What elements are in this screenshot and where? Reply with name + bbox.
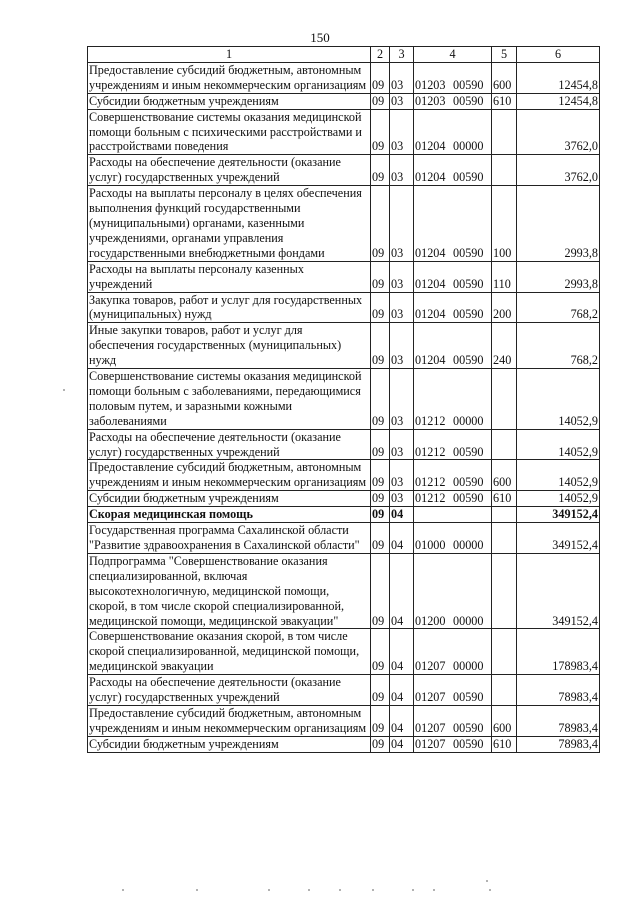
target-article-program-code: 01204: [415, 170, 446, 185]
row-amount-cell: 349152,4: [517, 553, 600, 629]
target-article-direction-code: 00590: [453, 170, 484, 185]
header-cell-name: 1: [88, 47, 371, 63]
scan-speck: [489, 889, 491, 891]
row-subsection-cell: 04: [390, 675, 414, 706]
target-article-program-code: 01212: [415, 491, 446, 506]
table-row: [88, 93, 600, 109]
target-article-program-code: 01204: [415, 353, 446, 368]
row-section-cell: 09: [371, 523, 390, 554]
row-name-cell: Расходы на обеспечение деятельности (оказание услуг) государственных учреждений: [88, 155, 371, 186]
table-row: [88, 323, 600, 369]
row-section-cell: 09: [371, 369, 390, 430]
row-expense-type-cell: 610: [492, 491, 517, 507]
row-target-article-cell: [414, 553, 492, 629]
row-section-cell: 09: [371, 186, 390, 262]
row-target-article-cell: [414, 705, 492, 736]
scan-speck: [308, 889, 310, 891]
row-section-cell: 09: [371, 155, 390, 186]
row-amount-cell: 2993,8: [517, 261, 600, 292]
row-section-cell: 09: [371, 491, 390, 507]
target-article-program-code: 01000: [415, 538, 446, 552]
row-section-cell: 09: [371, 675, 390, 706]
row-amount-cell: 14052,9: [517, 491, 600, 507]
row-name-cell: Расходы на обеспечение деятельности (оказание услуг) государственных учреждений: [88, 675, 371, 706]
row-expense-type-cell: 240: [492, 323, 517, 369]
target-article-program-code: 01204: [415, 245, 446, 260]
table-row: [88, 523, 600, 554]
row-subsection-cell: 04: [390, 629, 414, 675]
target-article-direction-code: 00590: [453, 444, 484, 459]
row-section-cell: 09: [371, 507, 390, 523]
row-subsection-cell: 03: [390, 429, 414, 460]
target-article-program-code: 01212: [415, 444, 446, 459]
target-article-program-code: 01204: [415, 276, 446, 291]
row-subsection-cell: 04: [390, 553, 414, 629]
row-subsection-cell: 03: [390, 186, 414, 262]
target-article-program-code: 01204: [415, 139, 446, 154]
row-target-article-cell: [414, 62, 492, 93]
row-target-article-cell: [414, 93, 492, 109]
row-section-cell: 09: [371, 93, 390, 109]
target-article-direction-code: 00590: [453, 491, 484, 506]
row-expense-type-cell: 600: [492, 62, 517, 93]
target-article-program-code: 01207: [415, 720, 446, 735]
row-target-article-cell: [414, 460, 492, 491]
row-subsection-cell: 04: [390, 705, 414, 736]
row-target-article-cell: [414, 736, 492, 752]
row-expense-type-cell: 610: [492, 93, 517, 109]
target-article-direction-code: 00000: [453, 659, 484, 674]
target-article-program-code: 01203: [415, 77, 446, 92]
row-amount-cell: 12454,8: [517, 93, 600, 109]
table-row: [88, 261, 600, 292]
scan-speck: [196, 889, 198, 891]
row-expense-type-cell: 600: [492, 460, 517, 491]
table-row: [88, 186, 600, 262]
row-amount-cell: 768,2: [517, 292, 600, 323]
row-subsection-cell: 03: [390, 292, 414, 323]
table-header: [88, 47, 600, 63]
scan-speck: [486, 880, 488, 882]
target-article-program-code: 01203: [415, 93, 446, 108]
row-target-article-cell: [414, 155, 492, 186]
row-name-cell: Скорая медицинская помощь: [88, 507, 371, 523]
row-name-cell: Предоставление субсидий бюджетным, автономным учреждениям и иным некоммерческим организациям: [88, 460, 371, 491]
header-row: [88, 47, 600, 63]
scan-speck: [63, 389, 65, 391]
row-expense-type-cell: [492, 553, 517, 629]
row-subsection-cell: 03: [390, 261, 414, 292]
target-article-direction-code: 00000: [453, 139, 484, 154]
row-subsection-cell: 03: [390, 323, 414, 369]
target-article-direction-code: 00590: [453, 245, 484, 260]
target-article-direction-code: 00590: [453, 720, 484, 735]
row-target-article-cell: [414, 323, 492, 369]
row-subsection-cell: 03: [390, 62, 414, 93]
row-section-cell: 09: [371, 736, 390, 752]
row-expense-type-cell: 600: [492, 705, 517, 736]
target-article-program-code: 01200: [415, 613, 446, 628]
header-cell-amount: 6: [517, 47, 600, 63]
row-expense-type-cell: 200: [492, 292, 517, 323]
row-amount-cell: 12454,8: [517, 62, 600, 93]
row-target-article-cell: [414, 491, 492, 507]
scan-speck: [339, 889, 341, 891]
row-amount-cell: 3762,0: [517, 109, 600, 155]
row-target-article-cell: [414, 629, 492, 675]
table-row: [88, 629, 600, 675]
row-name-cell: Предоставление субсидий бюджетным, автономным учреждениям и иным некоммерческим организациям: [88, 62, 371, 93]
header-cell-section: 2: [371, 47, 390, 63]
target-article-program-code: 01204: [415, 307, 446, 322]
target-article-program-code: 01212: [415, 413, 446, 428]
header-cell-expense-type: 5: [492, 47, 517, 63]
target-article-direction-code: 00590: [453, 736, 484, 751]
row-name-cell: Субсидии бюджетным учреждениям: [88, 736, 371, 752]
table-row: [88, 675, 600, 706]
table-row: [88, 736, 600, 752]
row-target-article-cell: [414, 109, 492, 155]
target-article-program-code: 01212: [415, 475, 446, 490]
target-article-program-code: 01207: [415, 659, 446, 674]
table-row: [88, 292, 600, 323]
row-name-cell: Расходы на выплаты персоналу казенных учреждений: [88, 261, 371, 292]
row-expense-type-cell: [492, 109, 517, 155]
row-name-cell: Совершенствование оказания скорой, в том числе скорой специализированной, медицинской помощи, медицинской эвакуации: [88, 629, 371, 675]
row-section-cell: 09: [371, 323, 390, 369]
row-section-cell: 09: [371, 429, 390, 460]
row-expense-type-cell: [492, 675, 517, 706]
target-article-direction-code: 00590: [453, 353, 484, 368]
scan-speck: [268, 889, 270, 891]
row-expense-type-cell: [492, 155, 517, 186]
row-amount-cell: 349152,4: [517, 523, 600, 554]
row-name-cell: Государственная программа Сахалинской области "Развитие здравоохранения в Сахалинской области": [88, 523, 371, 554]
row-subsection-cell: 04: [390, 736, 414, 752]
row-amount-cell: 14052,9: [517, 369, 600, 430]
row-target-article-cell: [414, 292, 492, 323]
row-expense-type-cell: [492, 629, 517, 675]
table-row: [88, 429, 600, 460]
table-row: [88, 705, 600, 736]
table-row: [88, 460, 600, 491]
row-section-cell: 09: [371, 62, 390, 93]
table-row: [88, 155, 600, 186]
row-name-cell: Субсидии бюджетным учреждениям: [88, 491, 371, 507]
row-name-cell: Расходы на выплаты персоналу в целях обеспечения выполнения функций государственными (муниципальными) органами, казенными учреждениями, органами управления государственными внебюджетными фондами: [88, 186, 371, 262]
row-expense-type-cell: [492, 429, 517, 460]
target-article-direction-code: 00000: [453, 538, 484, 552]
row-section-cell: 09: [371, 553, 390, 629]
row-target-article-cell: [414, 369, 492, 430]
table-row: [88, 109, 600, 155]
table-body: [88, 62, 600, 752]
target-article-direction-code: 00000: [453, 613, 484, 628]
row-expense-type-cell: [492, 523, 517, 554]
row-subsection-cell: 03: [390, 93, 414, 109]
row-section-cell: 09: [371, 109, 390, 155]
row-subsection-cell: 04: [390, 507, 414, 523]
scan-speck: [372, 889, 374, 891]
row-target-article-cell: [414, 429, 492, 460]
scan-speck: [433, 889, 435, 891]
target-article-direction-code: 00590: [453, 93, 484, 108]
row-amount-cell: 78983,4: [517, 675, 600, 706]
row-amount-cell: 78983,4: [517, 705, 600, 736]
row-subsection-cell: 03: [390, 491, 414, 507]
row-expense-type-cell: 110: [492, 261, 517, 292]
row-name-cell: Субсидии бюджетным учреждениям: [88, 93, 371, 109]
row-name-cell: Закупка товаров, работ и услуг для государственных (муниципальных) нужд: [88, 292, 371, 323]
row-amount-cell: 78983,4: [517, 736, 600, 752]
target-article-direction-code: 00590: [453, 690, 484, 705]
page-number: 150: [310, 30, 330, 45]
row-amount-cell: 349152,4: [517, 507, 600, 523]
row-target-article-cell: [414, 261, 492, 292]
row-amount-cell: 14052,9: [517, 429, 600, 460]
row-name-cell: Предоставление субсидий бюджетным, автономным учреждениям и иным некоммерческим организациям: [88, 705, 371, 736]
scan-speck: [122, 889, 124, 891]
table-row: [88, 62, 600, 93]
row-expense-type-cell: [492, 507, 517, 523]
header-cell-subsection: 3: [390, 47, 414, 63]
target-article-direction-code: 00000: [453, 413, 484, 428]
table-row: [88, 553, 600, 629]
target-article-program-code: 01207: [415, 690, 446, 705]
row-name-cell: Расходы на обеспечение деятельности (оказание услуг) государственных учреждений: [88, 429, 371, 460]
row-name-cell: Совершенствование системы оказания медицинской помощи больным с заболеваниями, передающимися половым путем, и заразными кожными заболеваниями: [88, 369, 371, 430]
target-article-direction-code: 00590: [453, 307, 484, 322]
row-amount-cell: 3762,0: [517, 155, 600, 186]
row-subsection-cell: 03: [390, 460, 414, 491]
row-expense-type-cell: 100: [492, 186, 517, 262]
row-amount-cell: 768,2: [517, 323, 600, 369]
row-section-cell: 09: [371, 460, 390, 491]
header-cell-target-article: 4: [414, 47, 492, 63]
row-name-cell: Подпрограмма "Совершенствование оказания специализированной, включая высокотехнологичную, медицинской помощи, скорой, в том числе скорой специализированной, медицинской помощи, медицинской эвакуации": [88, 553, 371, 629]
table-row: [88, 491, 600, 507]
row-expense-type-cell: 610: [492, 736, 517, 752]
row-section-cell: 09: [371, 292, 390, 323]
row-expense-type-cell: [492, 369, 517, 430]
row-target-article-cell: [414, 507, 492, 523]
table-row: [88, 369, 600, 430]
row-amount-cell: 14052,9: [517, 460, 600, 491]
target-article-direction-code: 00590: [453, 475, 484, 490]
row-name-cell: Совершенствование системы оказания медицинской помощи больным с психическими расстройствами и расстройствами поведения: [88, 109, 371, 155]
target-article-program-code: 01207: [415, 736, 446, 751]
row-section-cell: 09: [371, 629, 390, 675]
row-target-article-cell: [414, 186, 492, 262]
row-subsection-cell: 04: [390, 523, 414, 554]
row-subsection-cell: 03: [390, 109, 414, 155]
target-article-direction-code: 00590: [453, 77, 484, 92]
row-subsection-cell: 03: [390, 369, 414, 430]
row-target-article-cell: [414, 675, 492, 706]
scan-speck: [412, 889, 414, 891]
row-target-article-cell: [414, 523, 492, 554]
target-article-direction-code: 00590: [453, 276, 484, 291]
row-section-cell: 09: [371, 261, 390, 292]
budget-table: [87, 46, 600, 753]
table-row: [88, 507, 600, 523]
row-amount-cell: 2993,8: [517, 186, 600, 262]
row-section-cell: 09: [371, 705, 390, 736]
row-amount-cell: 178983,4: [517, 629, 600, 675]
row-subsection-cell: 03: [390, 155, 414, 186]
row-name-cell: Иные закупки товаров, работ и услуг для обеспечения государственных (муниципальных) нужд: [88, 323, 371, 369]
